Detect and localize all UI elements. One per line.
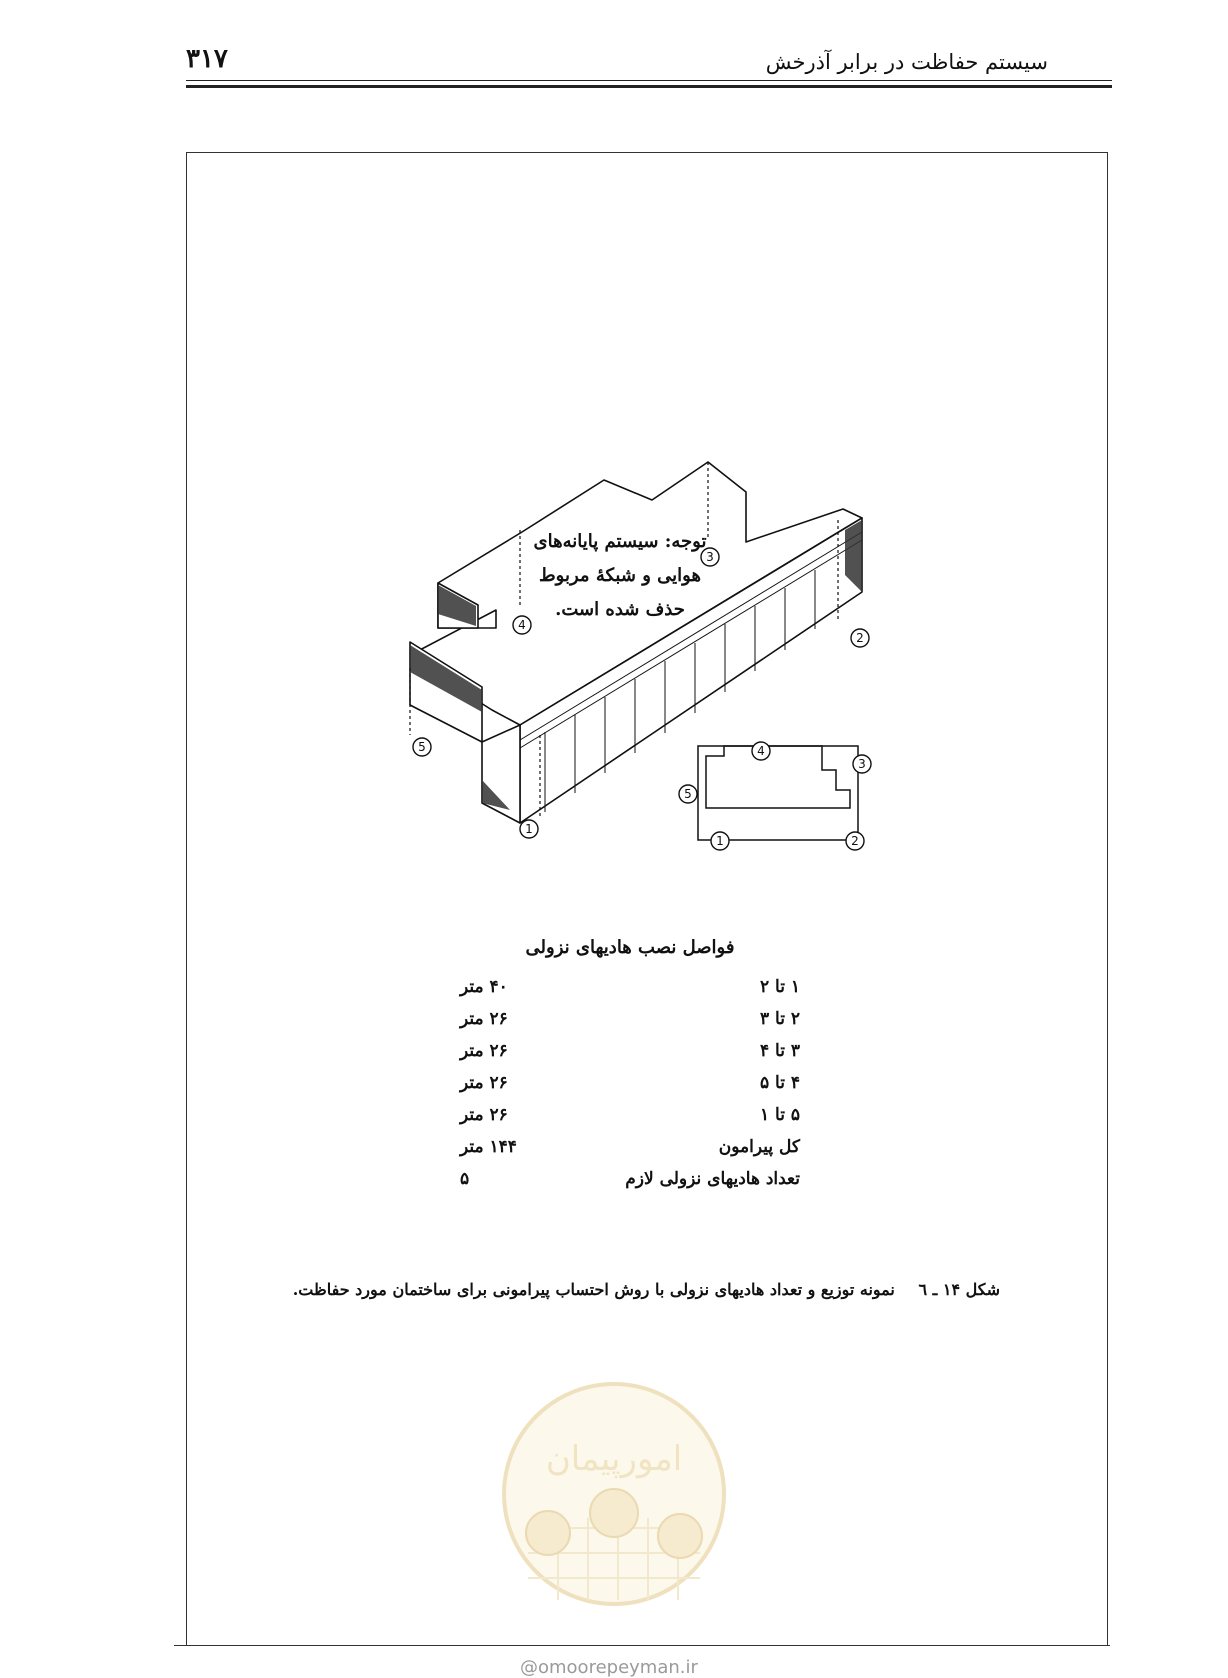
row-label: ۳ تا ۴ [759, 1041, 800, 1061]
plan-label-1: 1 [716, 834, 724, 848]
row-value: ۲۶ متر [460, 1073, 508, 1093]
row-value: ۲۶ متر [460, 1105, 508, 1125]
row-label: ۲ تا ۳ [759, 1009, 800, 1029]
note-line-1: توجه: سیستم پایانه‌های [533, 531, 707, 552]
left-end-face [482, 725, 520, 823]
table-row [460, 1009, 800, 1041]
page-number: ۳۱۷ [186, 44, 228, 74]
row-value: ۵ [460, 1169, 470, 1189]
figure-note [520, 525, 720, 627]
plan-label-3: 3 [858, 757, 866, 771]
label-5: 5 [418, 740, 426, 754]
row-value: ۲۶ متر [460, 1009, 508, 1029]
note-line-2: هوایی و شبکهٔ مربوط [539, 565, 701, 586]
watermark-text: امورپیمان [545, 1439, 683, 1479]
table-row [460, 1041, 800, 1073]
caption-number: شکل ۱۴ ـ ٦ [918, 1280, 1000, 1299]
row-label: تعداد هادیهای نزولی لازم [625, 1169, 800, 1189]
row-value: ۱۴۴ متر [460, 1137, 517, 1157]
row-label: ۱ تا ۲ [759, 977, 800, 997]
table-title: فواصل نصب هادیهای نزولی [525, 937, 735, 958]
plan-label-5: 5 [684, 787, 692, 801]
caption-text: نمونه توزیع و تعداد هادیهای نزولی با روش احتساب پیرامونی برای ساختمان مورد حفاظت. [292, 1280, 895, 1299]
row-label: کل پیرامون [718, 1137, 800, 1157]
row-value: ۲۶ متر [460, 1041, 508, 1061]
table-row [460, 1105, 800, 1137]
row-value: ۴۰ متر [460, 977, 508, 997]
label-3: 3 [706, 550, 714, 564]
note-line-3: حذف شده است. [555, 599, 685, 620]
label-2: 2 [856, 631, 864, 645]
plan-label-2: 2 [851, 834, 859, 848]
table-row [460, 977, 800, 1009]
row-label: ۴ تا ۵ [759, 1073, 800, 1093]
table-row [460, 1137, 800, 1169]
watermark-logo [498, 1378, 730, 1648]
table-row [460, 1169, 800, 1201]
running-header-title: سیستم حفاظت در برابر آذرخش [765, 50, 1048, 74]
table-row [460, 1073, 800, 1105]
footer-site: @omoorepeyman.ir [520, 1657, 698, 1678]
label-4: 4 [518, 618, 526, 632]
label-1: 1 [525, 822, 533, 836]
spacing-table [460, 977, 800, 1201]
row-label: ۵ تا ۱ [759, 1105, 800, 1125]
plan-label-4: 4 [757, 744, 765, 758]
figure-caption [270, 1280, 1000, 1299]
